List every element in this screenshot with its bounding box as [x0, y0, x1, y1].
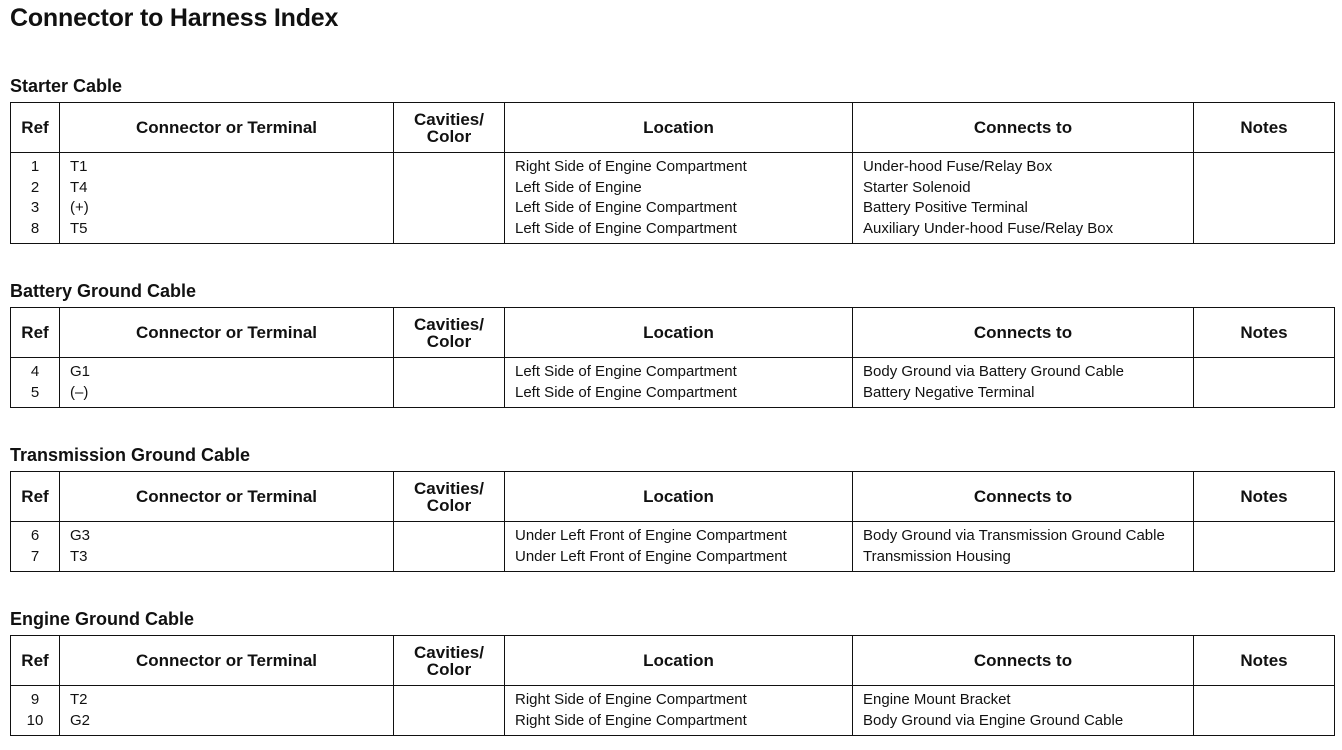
header-cavities-line2: Color: [426, 331, 472, 351]
cell-notes: [1194, 219, 1335, 244]
header-notes: Notes: [1194, 308, 1335, 358]
cell-connects-to: Body Ground via Transmission Ground Cable: [853, 522, 1194, 547]
table-header-row: [11, 103, 1335, 153]
header-connects-to: Connects to: [853, 472, 1194, 522]
header-cavities-line2: Color: [426, 126, 472, 146]
page-title: Connector to Harness Index: [10, 4, 339, 32]
header-connector: Connector or Terminal: [60, 103, 394, 153]
cell-notes: [1194, 686, 1335, 711]
cell-ref: 4: [11, 358, 60, 383]
cell-location: Right Side of Engine Compartment: [505, 711, 853, 736]
header-ref: Ref: [11, 308, 60, 358]
index-table: [10, 307, 1335, 408]
cell-ref: 10: [11, 711, 60, 736]
header-ref: Ref: [11, 636, 60, 686]
cell-ref: 9: [11, 686, 60, 711]
table-row: [11, 153, 1335, 178]
header-cavities-line2: Color: [426, 659, 472, 679]
cell-notes: [1194, 358, 1335, 383]
cell-ref: 1: [11, 153, 60, 178]
cell-location: Under Left Front of Engine Compartment: [505, 522, 853, 547]
cell-cavities: [394, 711, 505, 736]
cell-cavities: [394, 383, 505, 408]
header-cavities-line1: Cavities/: [414, 478, 484, 498]
cell-location: Left Side of Engine: [505, 178, 853, 199]
cell-location: Left Side of Engine Compartment: [505, 219, 853, 244]
cell-notes: [1194, 711, 1335, 736]
cell-cavities: [394, 153, 505, 178]
cell-cavities: [394, 178, 505, 199]
section-starter-cable: [10, 74, 1334, 244]
header-location: Location: [505, 103, 853, 153]
header-connector: Connector or Terminal: [60, 636, 394, 686]
table-row: [11, 686, 1335, 711]
cell-notes: [1194, 178, 1335, 199]
cell-ref: 2: [11, 178, 60, 199]
table-row: [11, 547, 1335, 572]
cell-cavities: [394, 198, 505, 219]
header-notes: Notes: [1194, 636, 1335, 686]
cell-connects-to: Starter Solenoid: [853, 178, 1194, 199]
cell-cavities: [394, 547, 505, 572]
cell-connector: G1: [60, 358, 394, 383]
header-connects-to: Connects to: [853, 308, 1194, 358]
cell-cavities: [394, 686, 505, 711]
cell-ref: 3: [11, 198, 60, 219]
cell-connects-to: Auxiliary Under-hood Fuse/Relay Box: [853, 219, 1194, 244]
table-header-row: [11, 636, 1335, 686]
index-table: [10, 471, 1335, 572]
header-notes: Notes: [1194, 472, 1335, 522]
index-table: [10, 102, 1335, 244]
section-title: Transmission Ground Cable: [10, 445, 251, 465]
table-row: [11, 178, 1335, 199]
cell-cavities: [394, 522, 505, 547]
cell-location: Left Side of Engine Compartment: [505, 358, 853, 383]
table-row: [11, 383, 1335, 408]
cell-connector: T4: [60, 178, 394, 199]
header-cavities: [394, 636, 505, 686]
cell-connects-to: Transmission Housing: [853, 547, 1194, 572]
header-cavities: [394, 472, 505, 522]
cell-cavities: [394, 358, 505, 383]
table-header-row: [11, 472, 1335, 522]
section-title: Starter Cable: [10, 76, 123, 96]
cell-connector: T5: [60, 219, 394, 244]
cell-cavities: [394, 219, 505, 244]
header-cavities-line1: Cavities/: [414, 314, 484, 334]
cell-connector: T1: [60, 153, 394, 178]
header-cavities-line1: Cavities/: [414, 642, 484, 662]
header-cavities: [394, 308, 505, 358]
cell-ref: 6: [11, 522, 60, 547]
index-table: [10, 635, 1335, 736]
cell-connector: G3: [60, 522, 394, 547]
cell-location: Under Left Front of Engine Compartment: [505, 547, 853, 572]
cell-connects-to: Body Ground via Battery Ground Cable: [853, 358, 1194, 383]
section-title: Battery Ground Cable: [10, 281, 197, 301]
cell-notes: [1194, 522, 1335, 547]
cell-connects-to: Battery Negative Terminal: [853, 383, 1194, 408]
table-header-row: [11, 308, 1335, 358]
header-cavities-line1: Cavities/: [414, 109, 484, 129]
cell-ref: 5: [11, 383, 60, 408]
cell-ref: 8: [11, 219, 60, 244]
cell-connector: G2: [60, 711, 394, 736]
cell-notes: [1194, 153, 1335, 178]
table-row: [11, 219, 1335, 244]
cell-connector: (–): [60, 383, 394, 408]
section-battery-ground-cable: [10, 279, 1334, 408]
cell-notes: [1194, 383, 1335, 408]
cell-location: Left Side of Engine Compartment: [505, 198, 853, 219]
header-connects-to: Connects to: [853, 636, 1194, 686]
cell-connects-to: Engine Mount Bracket: [853, 686, 1194, 711]
header-connector: Connector or Terminal: [60, 472, 394, 522]
header-connector: Connector or Terminal: [60, 308, 394, 358]
header-location: Location: [505, 472, 853, 522]
cell-connector: T2: [60, 686, 394, 711]
header-location: Location: [505, 636, 853, 686]
table-row: [11, 198, 1335, 219]
header-location: Location: [505, 308, 853, 358]
header-ref: Ref: [11, 472, 60, 522]
table-row: [11, 522, 1335, 547]
section-engine-ground-cable: [10, 607, 1334, 736]
table-row: [11, 358, 1335, 383]
header-cavities: [394, 103, 505, 153]
header-cavities-line2: Color: [426, 495, 472, 515]
cell-location: Right Side of Engine Compartment: [505, 686, 853, 711]
cell-location: Left Side of Engine Compartment: [505, 383, 853, 408]
cell-location: Right Side of Engine Compartment: [505, 153, 853, 178]
cell-connects-to: Battery Positive Terminal: [853, 198, 1194, 219]
table-row: [11, 711, 1335, 736]
section-title: Engine Ground Cable: [10, 609, 195, 629]
header-ref: Ref: [11, 103, 60, 153]
cell-notes: [1194, 547, 1335, 572]
cell-connector: (+): [60, 198, 394, 219]
cell-notes: [1194, 198, 1335, 219]
cell-connector: T3: [60, 547, 394, 572]
cell-connects-to: Under-hood Fuse/Relay Box: [853, 153, 1194, 178]
header-connects-to: Connects to: [853, 103, 1194, 153]
cell-connects-to: Body Ground via Engine Ground Cable: [853, 711, 1194, 736]
section-transmission-ground-cable: [10, 443, 1334, 572]
header-notes: Notes: [1194, 103, 1335, 153]
cell-ref: 7: [11, 547, 60, 572]
